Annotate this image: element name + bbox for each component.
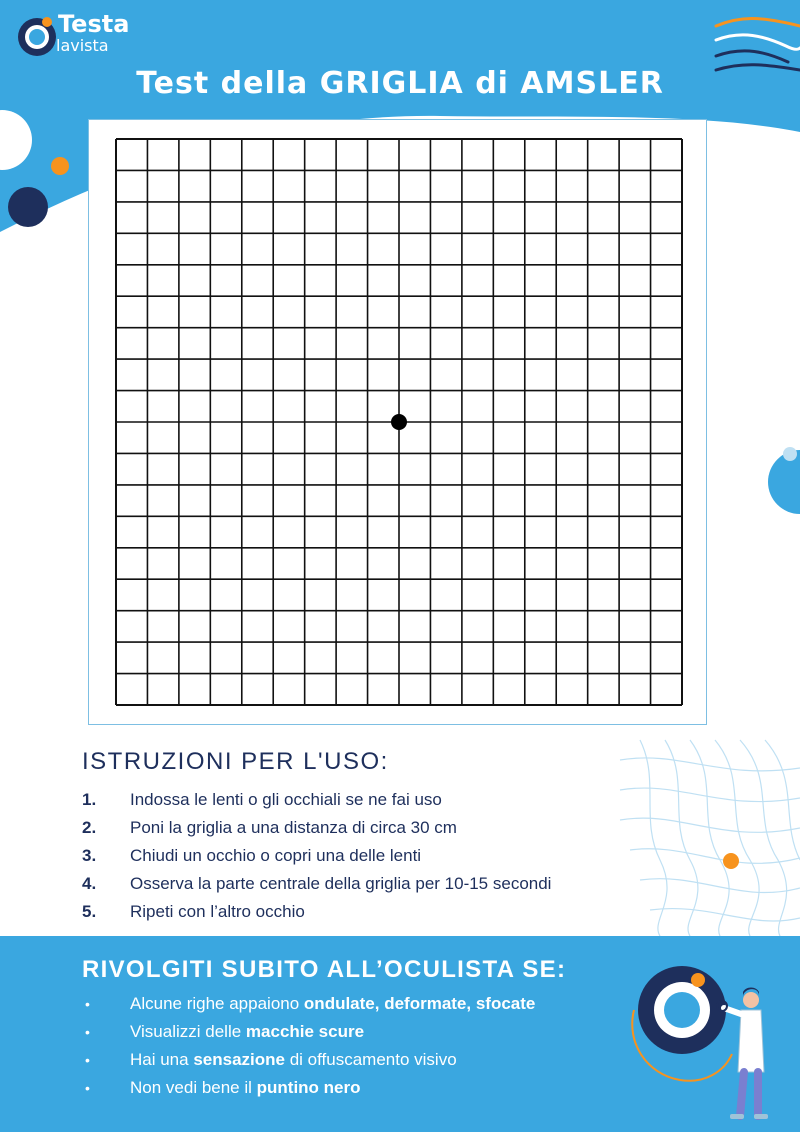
doctor-illustration: [620, 962, 796, 1126]
page-title: Test della GRIGLIA di AMSLER: [136, 66, 664, 101]
decorative-dot-orange-2: [723, 853, 739, 869]
decorative-circle-right: [768, 450, 800, 514]
amsler-grid: [114, 137, 684, 707]
logo-word-lavista: lavista: [56, 36, 109, 55]
distorted-grid-decoration: [620, 740, 800, 936]
decorative-dot-light: [783, 447, 797, 461]
decorative-dot-orange: [51, 157, 69, 175]
instructions-heading: ISTRUZIONI PER L'USO:: [82, 748, 389, 775]
warning-heading: RIVOLGITI SUBITO ALL’OCULISTA SE:: [82, 956, 567, 983]
eye-logo-icon: [14, 14, 60, 60]
logo-word-testa: Testa: [58, 10, 130, 38]
decorative-circle-navy: [8, 187, 48, 227]
center-dot: [391, 414, 407, 430]
